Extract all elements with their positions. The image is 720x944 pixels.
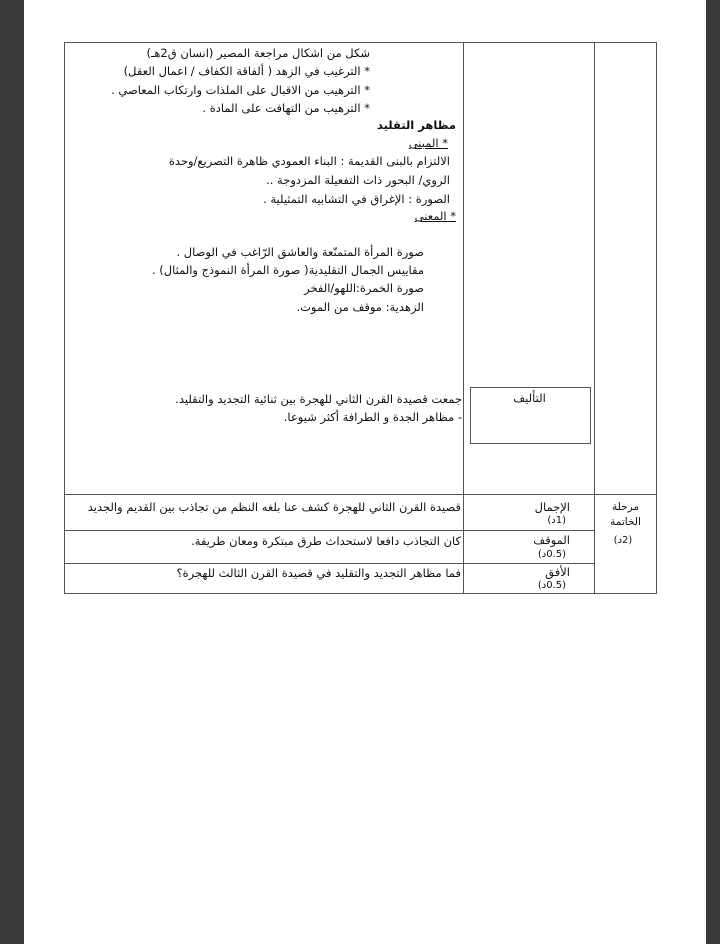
mana-line-4: الزهدية: موقف من الموت. xyxy=(296,300,424,314)
viewer-right-edge xyxy=(706,0,720,944)
row-mawqif-time: (0.5د) xyxy=(537,549,566,560)
mabna-line-1: الالتزام بالبنى القديمة : البناء العمودي ظاهرة التصريع/وحدة xyxy=(168,154,450,168)
row-mawqif-text: كان التجاذب دافعا لاستحداث طرق مبتكرة ومعان طريفة. xyxy=(191,534,461,548)
table-divider-2 xyxy=(64,530,594,531)
upper-line-3: * الترهيب من الاقبال على الملذات وارتكاب المعاصي . xyxy=(111,83,370,97)
mabna-line-2: الروي/ البحور ذات التفعيلة المزدوجة .. xyxy=(266,173,450,187)
closing-stage-time: (2د) xyxy=(613,535,633,546)
table-divider-3 xyxy=(64,563,594,564)
closing-stage-label-1: مرحلة xyxy=(611,501,639,513)
taqlid-heading: مظاهر التقليد xyxy=(376,118,456,132)
table-divider-1 xyxy=(64,494,656,495)
upper-line-4: * الترهيب من التهافت على المادة . xyxy=(202,101,370,115)
talif-label: التأليف xyxy=(513,391,546,405)
closing-stage-label-2: الخاتمة xyxy=(610,516,641,528)
document-page xyxy=(24,0,706,944)
row-ufuq-label: الأفق xyxy=(545,565,570,579)
mabna-line-3: الصورة : الإغراق في التشابيه التمثيلية . xyxy=(263,192,450,206)
viewer-left-edge xyxy=(0,0,24,944)
mabna-label: * المبنى xyxy=(408,136,448,150)
upper-line-2: * الترغيب في الزهد ( ألفاقة الكفاف / اعمال العقل) xyxy=(123,64,370,78)
row-ufuq-time: (0.5د) xyxy=(537,580,566,591)
mana-line-2: مقاييس الجمال التقليدية( صورة المرأة النموذج والمثال) . xyxy=(151,263,424,277)
talif-line-1: جمعت قصيدة القرن الثاني للهجرة بين ثنائية التجديد والتقليد. xyxy=(175,392,462,406)
table-col-divider-1 xyxy=(463,42,464,594)
row-ijmal-label: الإجمال xyxy=(534,500,570,514)
row-ijmal-text: قصيدة القرن الثاني للهجرة كشف عنا بلغه النظم من تجاذب بين القديم والجديد xyxy=(87,500,461,514)
table-top-border xyxy=(64,42,656,43)
talif-line-2: - مظاهر الجدة و الطرافة أكثر شيوعا. xyxy=(283,410,462,424)
row-ijmal-time: (1د) xyxy=(547,515,566,526)
table-right-border xyxy=(656,42,657,594)
mana-label: * المعنى xyxy=(414,209,456,223)
row-ufuq-text: فما مظاهر التجديد والتقليد في قصيدة القرن الثالث للهجرة؟ xyxy=(176,566,461,580)
mana-line-1: صورة المرأة المتمنّعة والعاشق الرّاغب في الوصال . xyxy=(176,245,424,259)
upper-line-1: شكل من اشكال مراجعة المصير (انسان ق2هـ) xyxy=(146,46,370,60)
row-mawqif-label: الموقف xyxy=(533,533,570,547)
table-left-border xyxy=(64,42,65,594)
mana-line-3: صورة الخمرة:اللهو/الفخر xyxy=(304,281,424,295)
table-bottom-border xyxy=(64,593,656,594)
